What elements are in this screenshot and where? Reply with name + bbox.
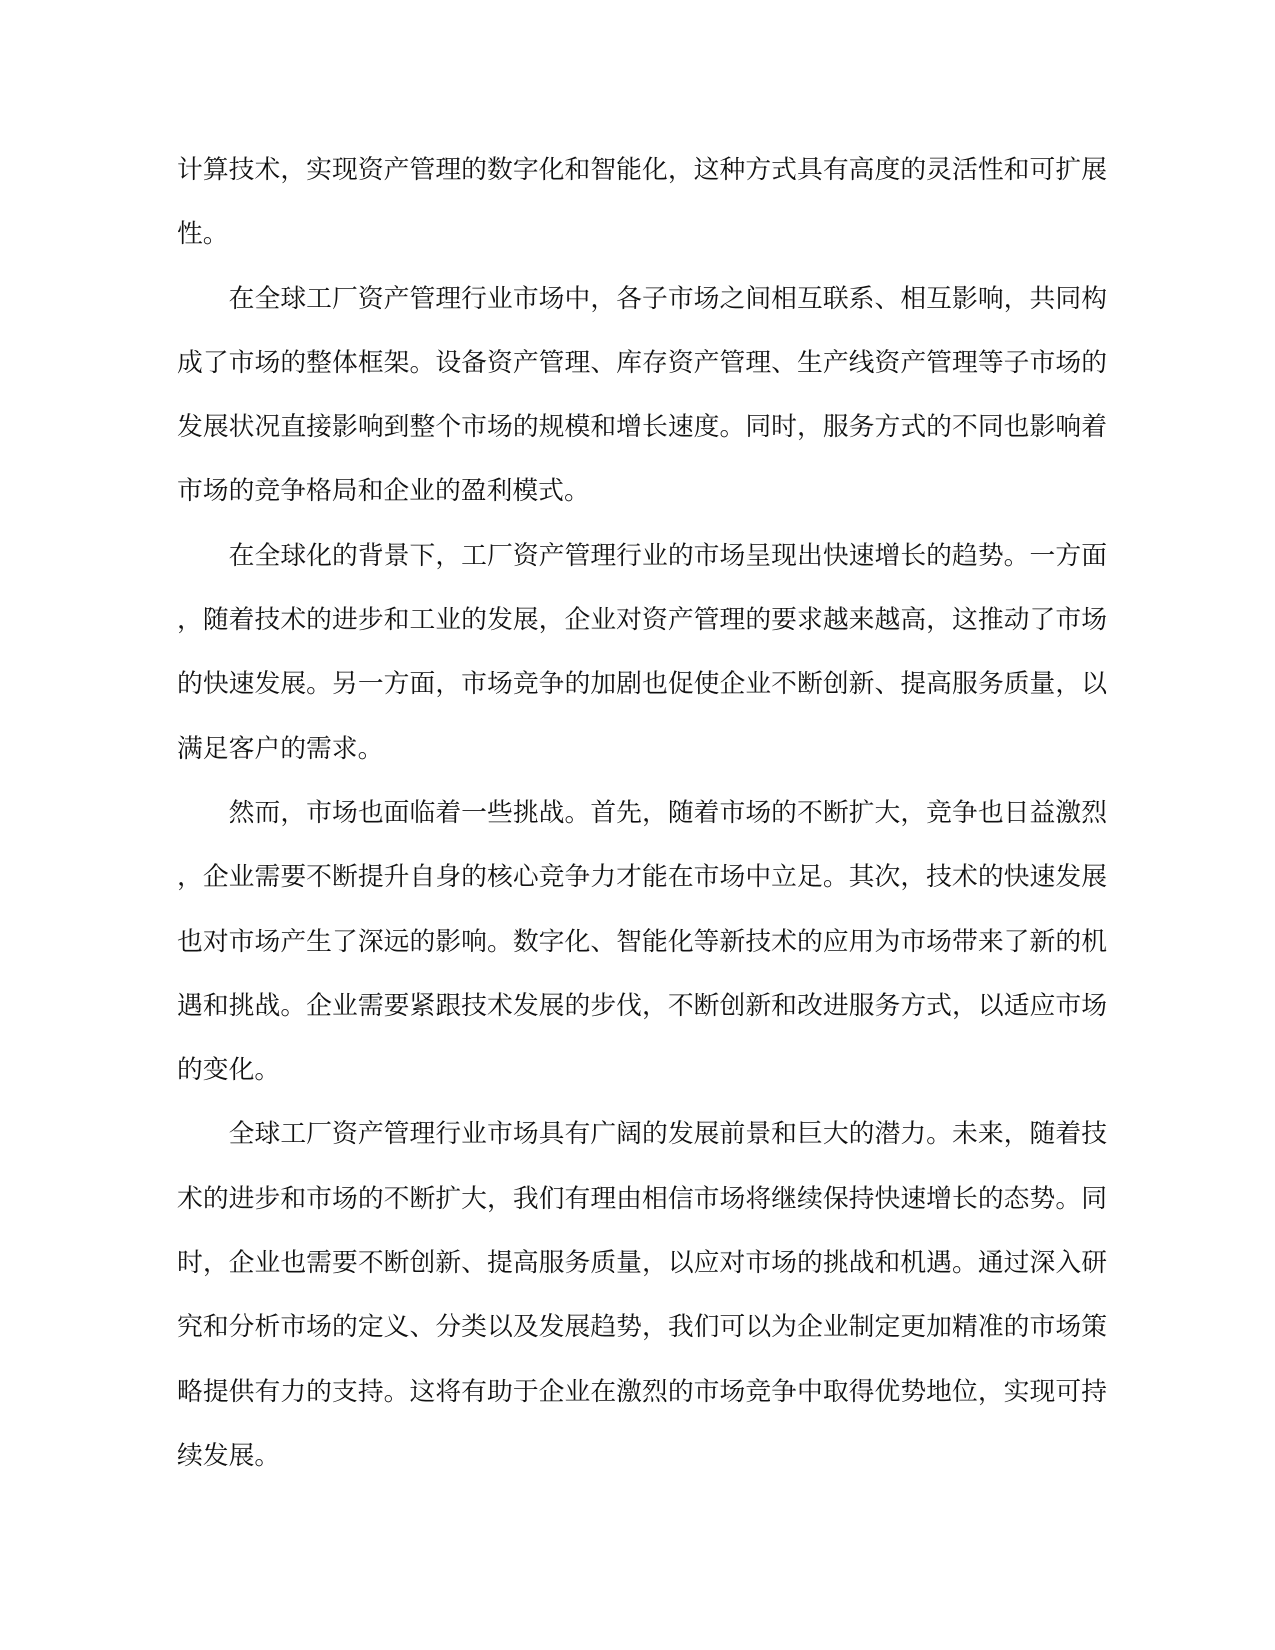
text-line: 在全球工厂资产管理行业市场中，各子市场之间相互联系、相互影响，共同构 [177,284,1107,313]
text-line: 满足客户的需求。 [177,734,384,763]
text-line: 在全球化的背景下，工厂资产管理行业的市场呈现出快速增长的趋势。一方面 [177,541,1107,570]
paragraph-1 [177,138,1107,267]
text-line: 也对市场产生了深远的影响。数字化、智能化等新技术的应用为市场带来了新的机 [177,927,1107,956]
text-line: 市场的竞争格局和企业的盈利模式。 [177,477,590,506]
text-line: 续发展。 [177,1441,281,1470]
text-line: 性。 [177,220,229,249]
text-line: 然而，市场也面临着一些挑战。首先，随着市场的不断扩大，竞争也日益激烈 [177,798,1107,827]
text-line: 的变化。 [177,1056,281,1085]
paragraph-4 [177,781,1107,1102]
text-line: 的快速发展。另一方面，市场竞争的加剧也促使企业不断创新、提高服务质量，以 [177,670,1107,699]
text-line: 时，企业也需要不断创新、提高服务质量，以应对市场的挑战和机遇。通过深入研 [177,1249,1107,1278]
text-line: ，随着技术的进步和工业的发展，企业对资产管理的要求越来越高，这推动了市场 [177,606,1107,635]
text-line: ，企业需要不断提升自身的核心竞争力才能在市场中立足。其次，技术的快速发展 [177,863,1107,892]
text-line: 术的进步和市场的不断扩大，我们有理由相信市场将继续保持快速增长的态势。同 [177,1184,1107,1213]
text-line: 遇和挑战。企业需要紧跟技术发展的步伐，不断创新和改进服务方式，以适应市场 [177,991,1107,1020]
text-line: 成了市场的整体框架。设备资产管理、库存资产管理、生产线资产管理等子市场的 [177,348,1107,377]
text-line: 究和分析市场的定义、分类以及发展趋势，我们可以为企业制定更加精准的市场策 [177,1313,1107,1342]
text-line: 发展状况直接影响到整个市场的规模和增长速度。同时，服务方式的不同也影响着 [177,413,1107,442]
text-line: 略提供有力的支持。这将有助于企业在激烈的市场竞争中取得优势地位，实现可持 [177,1377,1107,1406]
text-line: 计算技术，实现资产管理的数字化和智能化，这种方式具有高度的灵活性和可扩展 [177,156,1107,184]
paragraph-3 [177,524,1107,781]
document-body [177,138,1107,1488]
paragraph-5 [177,1102,1107,1488]
text-line: 全球工厂资产管理行业市场具有广阔的发展前景和巨大的潜力。未来，随着技 [177,1120,1107,1149]
paragraph-2 [177,267,1107,524]
